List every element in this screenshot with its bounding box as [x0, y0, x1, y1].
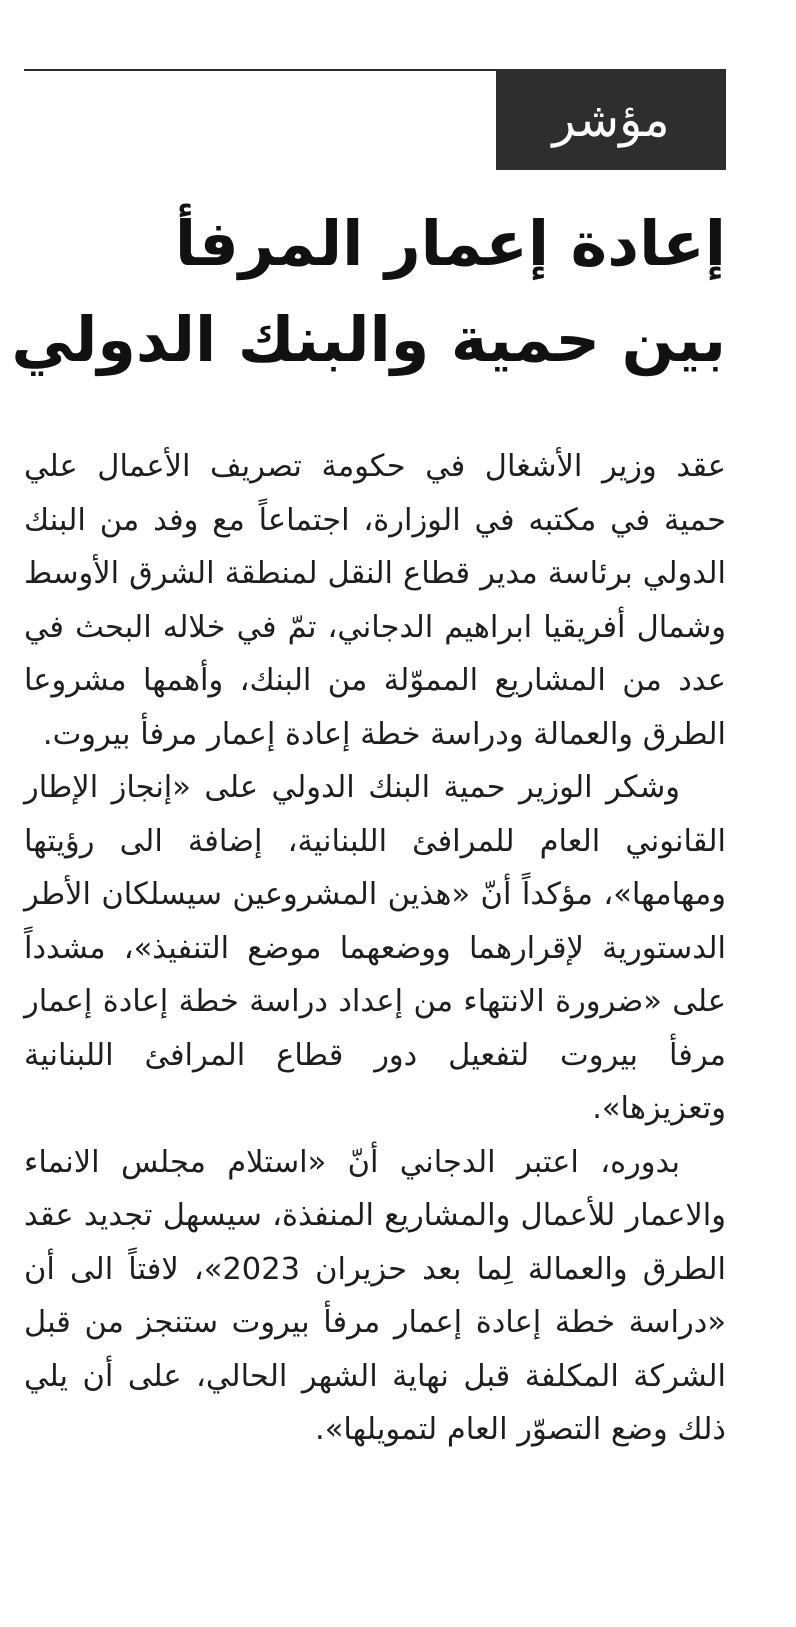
article-body — [24, 440, 726, 1457]
article-paragraph-3: بدوره، اعتبر الدجاني أنّ «استلام مجلس الانماء والاعمار للأعمال والمشاريع المنفذة، سيسهل تجديد عقد الطرق والعمالة لِما بعد حزيران 2023»، لافتاً الى أن «دراسة خطة إعادة إعمار مرفأ بيروت ستنجز من قبل الشركة المكلفة قبل نهاية الشهر الحالي، على أن يلي ذلك وضع التصوّر العام لتمويلها». — [24, 1144, 726, 1447]
article-paragraph-2: وشكر الوزير حمية البنك الدولي على «إنجاز الإطار القانوني العام للمرافئ اللبنانية، إضافة الى رؤيتها ومهامها»، مؤكداً أنّ «هذين المشروعين سيسلكان الأطر الدستورية لإقرارهما ووضعهما موضع التنفيذ»، مشدداً على «ضرورة الانتهاء من إعداد دراسة خطة إعادة إعمار مرفأ بيروت لتفعيل دور قطاع المرافئ اللبنانية وتعزيزها». — [24, 770, 726, 1126]
section-tag-label: مؤشر — [552, 91, 670, 148]
headline-line-2: بين حمية والبنك الدولي — [11, 303, 726, 376]
article-paragraph-1: عقد وزير الأشغال في حكومة تصريف الأعمال علي حمية في مكتبه في الوزارة، اجتماعاً مع وفد من البنك الدولي برئاسة مدير قطاع النقل لمنطقة الشرق الأوسط وشمال أفريقيا ابراهيم الدجاني، تمّ في خلاله البحث في عدد من المشاريع المموّلة من البنك، وأهمها مشروعا الطرق والعمالة ودراسة خطة إعادة إعمار مرفأ بيروت. — [24, 449, 726, 752]
section-tag — [496, 69, 726, 170]
headline — [11, 196, 726, 388]
article-page — [11, 0, 726, 1627]
headline-line-1: إعادة إعمار المرفأ — [174, 207, 726, 280]
